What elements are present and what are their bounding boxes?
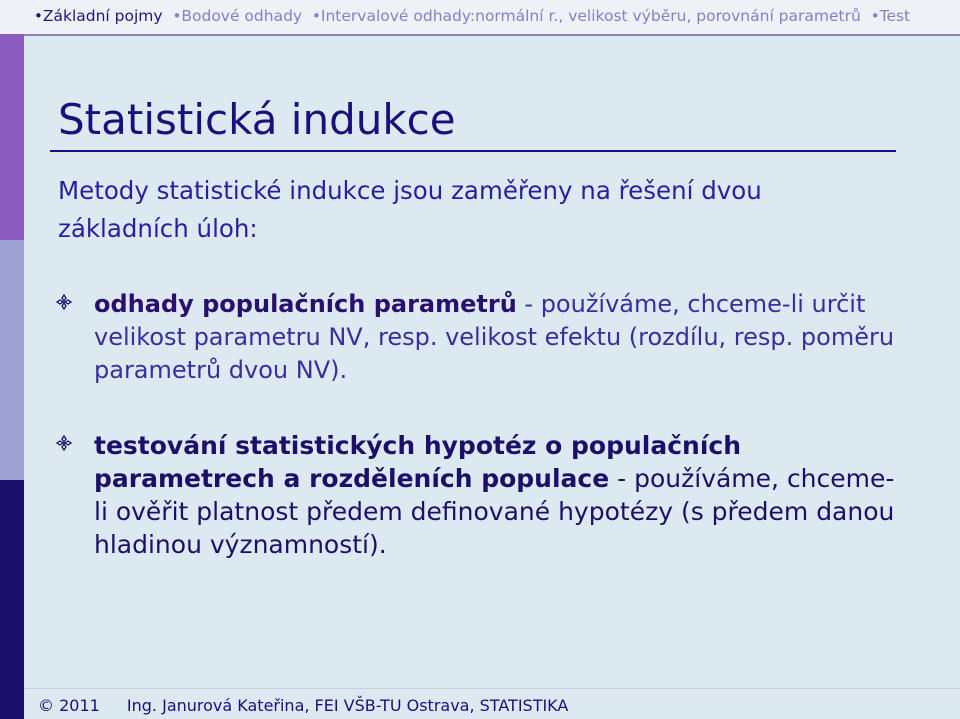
title-underline [50,150,896,152]
nav-item-label: Test [879,7,911,25]
nav-item-zakladni-pojmy[interactable] [34,7,163,25]
bullet-bold-text: testování statistických hypotéz o populačních parametrech a rozděleních populace [94,431,742,493]
footer-divider [24,688,960,689]
top-navigation [0,0,960,34]
nav-item-intervalove-odhady[interactable] [312,7,861,25]
nav-item-bodove-odhady[interactable] [173,7,303,25]
left-color-bar [0,0,24,719]
bullet-rest-text: - používáme, chceme-li určit velikost parametru NV, resp. velikost efektu (rozdílu, resp. poměru parametrů dvou NV). [94,290,895,384]
nav-item-label: Intervalové odhady:normální r., velikost výběru, porovnání parametrů [320,7,861,25]
bullet-bold-text: odhady populačních parametrů [94,290,517,318]
nav-items [34,6,915,26]
nav-item-test[interactable] [871,7,910,25]
footer-copyright: © 2011 [38,696,100,715]
bullet-item-testovani [94,429,904,561]
left-bar-segment-top [0,0,24,240]
top-navigation-divider [24,34,960,36]
footer [38,695,568,717]
slide-title: Statistická indukce [58,95,456,144]
nav-item-label: Základní pojmy [42,7,163,25]
left-bar-segment-middle [0,240,24,480]
nav-item-label: Bodové odhady [181,7,303,25]
nav-bullet-icon: • [172,7,182,25]
bullet-rest-text: - používáme, chceme-li ověřit platnost předem definované hypotézy (s předem danou hladinou významností). [94,464,895,559]
nav-bullet-icon: • [34,7,43,25]
footer-author: Ing. Janurová Kateřina, FEI VŠB-TU Ostrava, STATISTIKA [126,696,569,715]
intro-text: Metody statistické indukce jsou zaměřeny na řešení dvou základních úloh: [58,176,762,243]
diamond-bullet-icon [56,288,72,321]
left-bar-segment-bottom [0,480,24,719]
bullet-item-odhady [94,288,904,387]
diamond-bullet-icon [56,429,72,462]
nav-bullet-icon: • [312,7,321,25]
nav-bullet-icon: • [870,7,880,25]
